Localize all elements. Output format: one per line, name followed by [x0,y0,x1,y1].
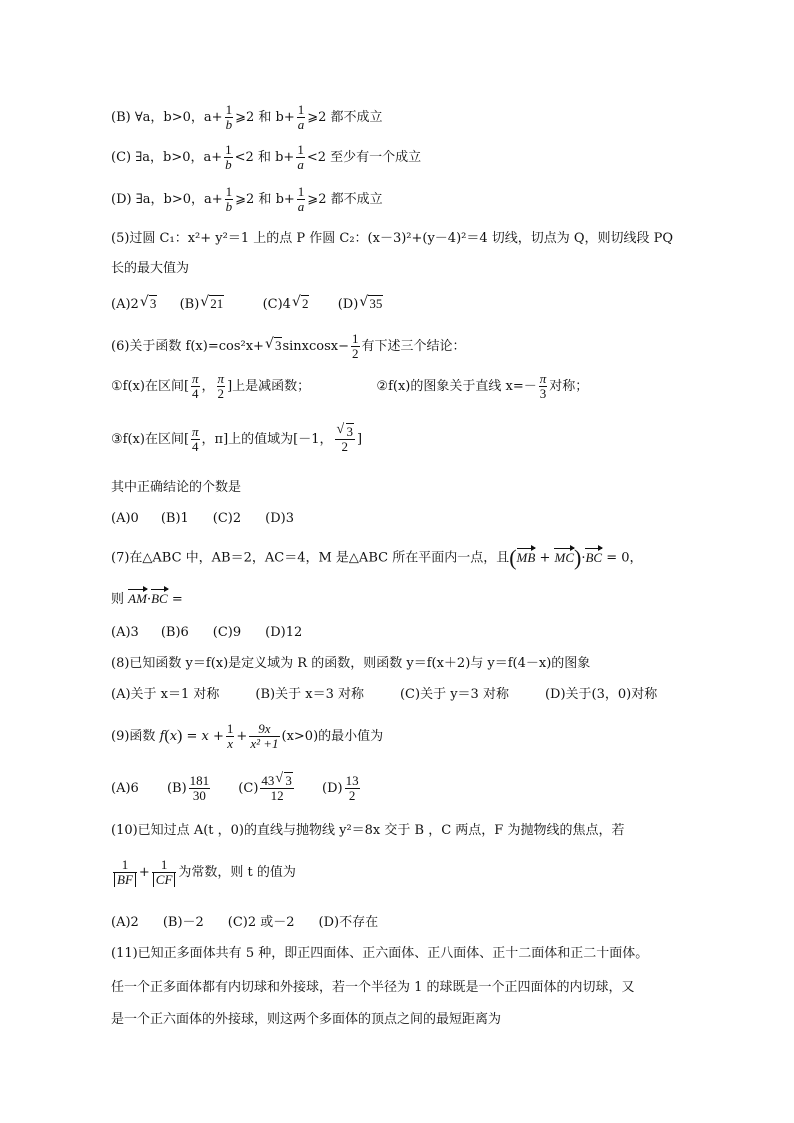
frac-num: π [192,371,199,386]
frac-den: a [297,199,305,214]
q9-stem: (9)函数 f(x) = x + $\frac{1}{x}$ + $\frac{9x}{\text{x² +1}}$ (x>0)的最小值为 [111,721,384,751]
frac-num: 1 [352,331,359,346]
frac-den: b [225,199,233,214]
q8-option-c: (C)关于 y＝3 对称 [399,687,509,702]
q11-line1: (11)已知正多面体共有 5 种，即正四面体、正六面体、正八面体、正十二面体和正二十面体。 [111,946,649,961]
frac-num: 1 [152,858,177,873]
fraction [260,771,294,803]
q4-d-post: ⩾2 都不成立 [307,192,383,207]
abs-bf: BF [114,873,136,887]
frac-den: 30 [192,788,206,803]
q9-option-a: (A)6 [111,781,139,796]
sqrt: √ 21 [200,294,224,311]
q4-c-post: <2 至少有一个成立 [306,150,422,165]
q4-option-c [111,143,421,172]
q10-option-a: (A)2 [111,915,139,930]
q6-option-d: (D)3 [265,511,294,526]
sqrt: √ 3 [275,771,292,788]
q4-b-post: ⩾2 都不成立 [307,110,383,125]
q6-option-c: (C)2 [212,511,242,526]
fraction [297,185,306,214]
q9-eq: = x + [186,729,224,744]
q5-stem-line1: (5)过圆 C₁：x²+ y²＝1 上的点 P 作圆 C₂：(x－3)²+(y－4)²＝4 切线，切点为 Q，则切线段 PQ [111,231,674,246]
sqrt-inner: 21 [210,296,224,311]
q9-plus: + [236,729,248,744]
q5-option-a: (A)2 [111,297,139,312]
vector-mc: MC [554,549,574,565]
q6-c2-post: 对称； [549,379,589,394]
frac-den: x [227,736,234,751]
frac-num: 13 [345,773,359,788]
sqrt-inner: 35 [369,296,383,311]
q5-stem-line2: 长的最大值为 [111,261,190,276]
fraction [225,185,234,214]
q5-option-c: (C)4 [262,297,291,312]
frac-num: 1 [297,102,305,117]
q9-options [111,771,362,803]
q6-post: 有下述三个结论： [361,339,466,354]
sqrt: √ 3 [264,336,282,353]
fraction [191,425,200,454]
frac-num: π [539,371,547,386]
fraction [191,372,200,401]
q8-option-a: (A)关于 x＝1 对称 [111,687,220,702]
sqrt: √ 2 [291,294,309,311]
frac-num-int: 43 [261,773,275,788]
sqrt: √ 3 [139,294,157,311]
q7-options [111,626,302,639]
q4-b-mid: ⩾2 和 b+ [235,110,295,125]
fraction [113,858,137,887]
frac-num: 181 [189,773,210,788]
q7-option-c: (C)9 [212,625,242,640]
q5-option-d: (D) [337,297,359,312]
frac-num: π [192,424,199,439]
q6-pre: (6)关于函数 f(x)=cos²x+ [111,339,264,354]
q8-option-d: (D)关于(3，0)对称 [544,687,658,702]
q11-line2: 任一个正多面体都有内切球和外接球，若一个半径为 1 的球既是一个正四面体的内切球，又 [111,980,635,995]
frac-den: b [225,117,233,132]
q10-options [111,916,378,929]
q10-option-c: (C)2 或－2 [227,915,295,930]
q6-question: 其中正确结论的个数是 [111,480,242,495]
fraction [189,774,211,803]
sqrt-inner: 3 [274,338,282,353]
q8-option-b: (B)关于 x＝3 对称 [255,687,364,702]
frac-num: π [217,371,225,386]
q4-c-mid: <2 和 b+ [234,150,295,165]
frac-num: 1 [225,184,233,199]
q4-d-mid: ⩾2 和 b+ [235,192,295,207]
fraction [539,372,548,401]
sqrt-inner: 3 [149,296,157,311]
frac-num: 1 [226,721,234,736]
q6-stem [111,332,466,361]
q9-option-c: (C) [238,781,259,796]
q9-pre: (9)函数 [111,729,156,744]
sqrt-inner: 3 [285,773,292,788]
frac-num [260,771,294,789]
q10-post: 为常数，则 t 的值为 [178,865,296,880]
vector-am: AM [128,591,147,606]
fraction [351,332,360,361]
q10-option-b: (B)－2 [162,915,204,930]
abs-cf: CF [153,873,176,887]
frac-num: 1 [225,102,233,117]
q9-post: (x>0)的最小值为 [281,729,384,744]
q11-line3: 是一个正六面体的外接球，则这两个多面体的顶点之间的最短距离为 [111,1012,502,1027]
sqrt: √ 3 [336,422,353,439]
q7-line2-pre: 则 [111,592,125,607]
q7-option-a: (A)3 [111,625,139,640]
frac-den: a [297,117,305,132]
frac-den: 4 [192,386,199,401]
q7-pre: (7)在△ABC 中，AB＝2，AC＝4，M 是△ABC 所在平面内一点，且 [111,550,510,566]
q4-option-b [111,103,383,132]
q5-options [111,294,383,312]
frac-den: 3 [539,386,547,401]
fraction [335,422,356,454]
q8-options [111,688,657,701]
frac-num: 1 [225,142,232,157]
q6-conclusion-3 [111,422,363,454]
frac-den: b [225,157,232,172]
q9-x: x [169,729,178,744]
q6-c1-post: ]上是减函数； [227,379,311,394]
q6-c3-mid: ，π]上的值域为[－1， [201,432,333,447]
q6-c3-pre: ③f(x)在区间[ [111,432,190,447]
frac-den: 2 [217,386,225,401]
q9-f: f [159,729,165,744]
q6-options [111,512,294,525]
vector-bc: BC [585,549,603,565]
frac-den: 2 [352,346,359,361]
frac-den: x² +1 [250,736,279,751]
q6-conclusions-1-2 [111,372,588,401]
frac-num: 1 [113,858,137,873]
q10-stem-line1: (10)已知过点 A(t ，0)的直线与抛物线 y²＝8x 交于 B ，C 两点，F 为抛物线的焦点，若 [111,823,625,838]
fraction [225,103,234,132]
fraction [226,722,235,751]
q10-option-d: (D)不存在 [318,915,379,930]
frac-num: 1 [297,184,305,199]
frac-num [335,422,356,440]
fraction [217,372,226,401]
fraction [345,774,360,803]
q7-option-d: (D)12 [265,625,303,640]
q6-option-b: (B)1 [160,511,189,526]
q6-option-a: (A)0 [111,511,139,526]
q7-stem: (7)在△ABC 中，AB＝2，AC＝4，M 是△ABC 所在平面内一点，且(MB + MC)·BC = 0， [111,545,643,570]
fraction [297,103,306,132]
fraction [296,143,305,172]
q6-mid: sinxcosx− [282,339,349,354]
q7-line2-post: = [171,592,183,607]
sqrt-inner: 2 [301,296,309,311]
q4-d-pre: (D) ∃a，b>0，a+ [111,192,223,207]
q6-c2-pre: ②f(x)的图象关于直线 x=－ [376,379,537,394]
fraction [152,858,177,887]
q4-option-d [111,185,383,214]
q4-c-pre: (C) ∃a，b>0，a+ [111,150,223,165]
q7-option-b: (B)6 [160,625,189,640]
q6-c1-pre: ①f(x)在区间[ [111,379,190,394]
frac-den: 2 [348,788,356,803]
q10-stem-line2 [111,858,296,887]
q9-option-d: (D) [322,781,343,796]
sqrt-inner: 3 [346,424,353,439]
q4-b-pre: (B) ∀a，b>0，a+ [111,110,223,125]
frac-den: 4 [192,439,199,454]
q6-c3-post: ] [357,432,363,447]
q7-line2: 则 AM·BC = [111,591,183,607]
fraction [249,722,279,751]
fraction [224,143,233,172]
vector-mb: MB [516,549,536,565]
frac-den: 12 [270,788,284,803]
frac-num: 9x [249,722,279,737]
vector-bc: BC [151,591,168,606]
q10-plus: + [138,865,150,880]
frac-den: 2 [341,439,348,454]
sqrt: √ 35 [359,294,383,311]
frac-den: a [297,157,304,172]
frac-num: 1 [297,142,304,157]
q7-eq0: = 0， [606,550,643,566]
q8-stem: (8)已知函数 y＝f(x)是定义域为 R 的函数，则函数 y＝f(x＋2)与 y＝f(4－x)的图象 [111,656,591,671]
q5-option-b: (B) [179,297,200,312]
comma: ， [201,379,215,394]
q9-option-b: (B) [166,781,187,796]
